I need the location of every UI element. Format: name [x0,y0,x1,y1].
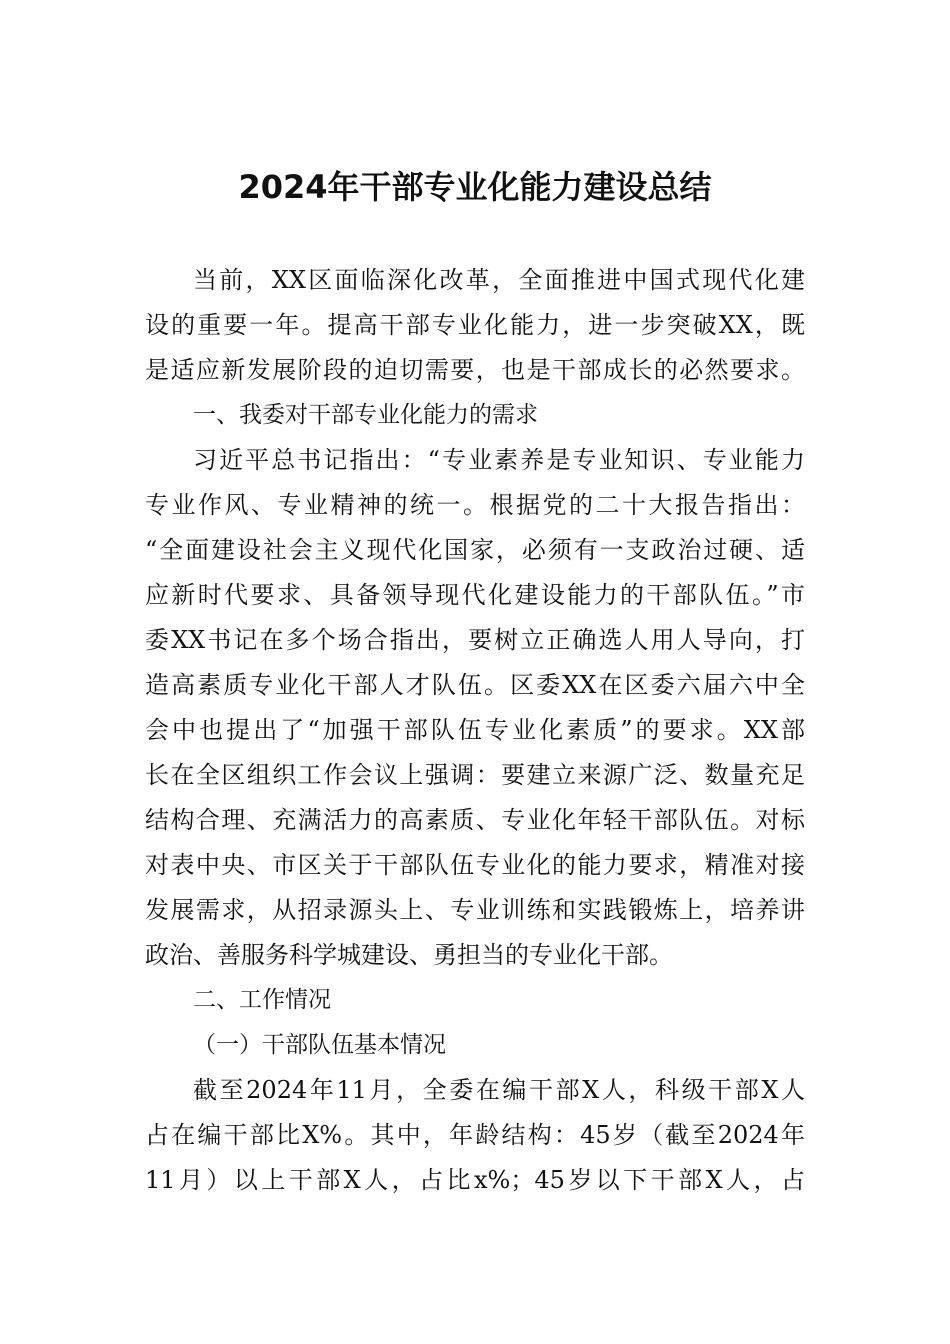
section-heading: 一、我委对干部专业化能力的需求 [193,402,538,428]
subsection-heading: （一）干部队伍基本情况 [193,1032,446,1058]
paragraph-line: 政治、善服务科学城建设、勇担当的专业化干部。 [145,941,673,969]
paragraph-line: 设的重要一年。提高干部专业化能力，进一步突破XX，既 [145,311,805,339]
paragraph-line: “全面建设社会主义现代化国家，必须有一支政治过硬、适 [145,536,805,564]
document-title: 2024年干部专业化能力建设总结 [238,168,712,206]
paragraph-line: 会中也提出了“加强干部队伍专业化素质”的要求。XX部 [145,716,805,744]
section-heading: 二、工作情况 [193,987,331,1013]
paragraph-line: 对表中央、市区关于干部队伍专业化的能力要求，精准对接 [145,851,805,879]
paragraph-line: 应新时代要求、具备领导现代化建设能力的干部队伍。”市 [145,581,805,609]
paragraph-line: 专业作风、专业精神的统一。根据党的二十大报告指出： [145,491,805,519]
paragraph-line: 截至2024年11月，全委在编干部X人，科级干部X人 [193,1076,805,1104]
paragraph-line: 委XX书记在多个场合指出，要树立正确选人用人导向，打 [145,626,805,654]
paragraph-line: 长在全区组织工作会议上强调：要建立来源广泛、数量充足 [145,761,805,789]
paragraph-line: 结构合理、充满活力的高素质、专业化年轻干部队伍。对标 [145,806,805,834]
paragraph-line: 当前，XX区面临深化改革，全面推进中国式现代化建 [193,266,805,294]
paragraph-line: 11月）以上干部X人，占比x%；45岁以下干部X人，占 [145,1166,805,1194]
paragraph-line: 是适应新发展阶段的迫切需要，也是干部成长的必然要求。 [145,356,805,384]
paragraph-line: 占在编干部比X%。其中，年龄结构：45岁（截至2024年 [145,1121,805,1149]
paragraph-line: 习近平总书记指出：“专业素养是专业知识、专业能力 [193,446,805,474]
paragraph-line: 造高素质专业化干部人才队伍。区委XX在区委六届六中全 [145,671,805,699]
paragraph-line: 发展需求，从招录源头上、专业训练和实践锻炼上，培养讲 [145,896,805,924]
